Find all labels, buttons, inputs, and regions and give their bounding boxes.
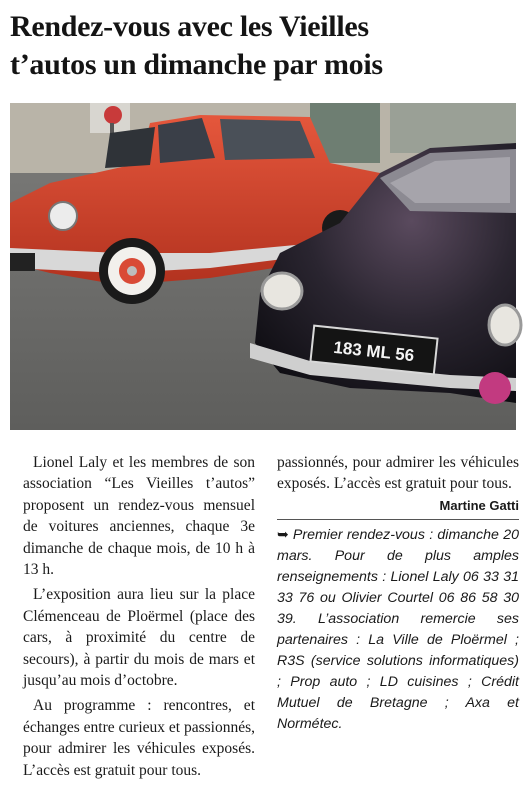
article-photo <box>10 103 516 430</box>
article-column-right <box>277 452 519 735</box>
article-headline <box>10 8 522 84</box>
article-column-left <box>23 452 255 779</box>
author-byline: Martine Gatti <box>439 497 519 513</box>
arrow-icon: ➥ <box>277 526 289 543</box>
vintage-cars-photo <box>10 103 516 430</box>
paragraph-program: Au programme : rencontres, et échanges entre curieux et passionnés, pour admirer les véhicules exposés. L’accès est gratuit pour tous. <box>23 697 255 779</box>
headline-line-1: Rendez-vous avec les Vieilles <box>10 10 369 43</box>
paragraph-location: L’exposition aura lieu sur la place Clémenceau de Ploërmel (place des cars, à proximité du centre de secours), à partir du mois de mars et jusqu’au mois d’octobre. <box>23 586 255 690</box>
headline-line-2: t’autos un dimanche par mois <box>10 48 383 81</box>
paragraph-program-continued: passionnés, pour admirer les véhicules exposés. L’accès est gratuit pour tous. <box>277 454 519 493</box>
paragraph-intro: Lionel Laly et les membres de son association “Les Vieilles t’autos” proposent un rendez-vous mensuel de voitures anciennes, chaque 3e dimanche de chaque mois, de 10 h à 13 h. <box>23 454 255 579</box>
license-plate-text: 183 ML 56 <box>332 337 416 366</box>
info-box <box>277 519 519 735</box>
pink-object <box>479 372 511 404</box>
info-box-text: Premier rendez-vous : dimanche 20 mars. Pour de plus amples renseignements : Lionel Laly 06 33 31 33 76 ou Olivier Courtel 06 86 58 30 39. L’association remercie ses partenaires : La Ville de Ploërmel ; R3S (service solutions informatiques) ; Prop auto ; LD cuisines ; Crédit Mutuel de Bretagne ; Axa et Normétec. <box>277 526 519 732</box>
road-sign <box>104 106 122 124</box>
